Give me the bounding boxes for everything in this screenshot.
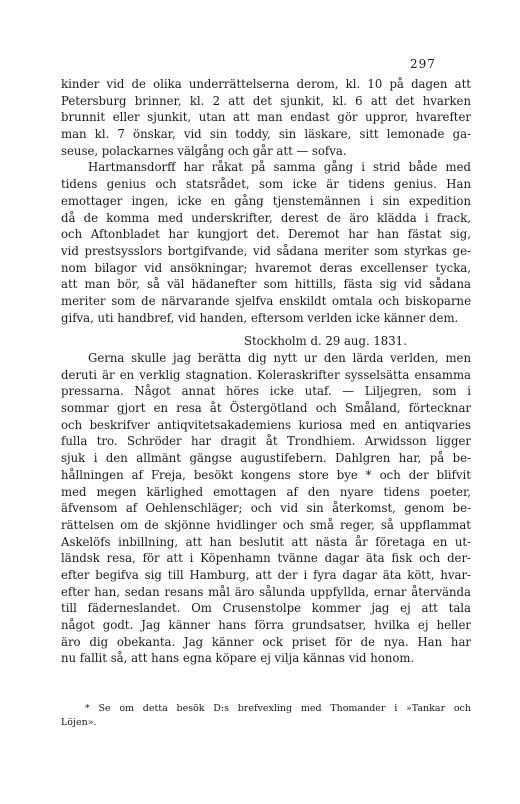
text-line: nu fallit så, att hans egna köpare ej vilja kännas vid honom. [61, 651, 415, 666]
text-line: sommar gjort en resa åt Östergötland och Småland, förtecknar [61, 401, 471, 416]
paragraph-start-line: Gerna skulle jag berätta dig nytt ur den lärda verlden, men [88, 351, 471, 365]
text-line: pressarna. Något annat höres icke utaf. — Liljegren, som i [61, 384, 471, 399]
text-line: och Aftonbladet har kungjort det. Deremot har han fästat sig, [61, 227, 471, 242]
body-text [61, 76, 471, 667]
text-line: med megen kärlighed emottagen af den nyare tidens poeter, [61, 484, 471, 499]
text-line: äro dig obekanta. Jag känner ock priset för de nya. Han har [61, 634, 471, 649]
text-line: tidens genius och statsrådet, som icke är tidens genius. Han [61, 177, 471, 192]
text-line: äfvensom af Oehlenschläger; och vid sin återkomst, genom be- [61, 501, 471, 516]
letter-dateline: Stockholm d. 29 aug. 1831. [244, 334, 407, 349]
text-line: deruti är en verklig stagnation. Koleraskrifter sysselsätta ensamma [61, 367, 471, 382]
text-line: nom bilagor vid ansökningar; hvaremot deras excellenser tycka, [61, 260, 471, 275]
text-line: efter han, sedan resans mål äro sålunda uppfyllda, ernar återvända [61, 584, 471, 599]
text-line: och beskrifver antiqvitetsakademiens kuriosa med en antiqvaries [61, 417, 471, 432]
page-number: 297 [410, 57, 436, 71]
text-line: rättelsen om de skjönne hvidlinger och små reger, så uppflammat [61, 517, 471, 532]
text-line: gifva, uti handbref, vid handen, eftersom verlden icke känner dem. [61, 310, 459, 325]
text-line: Askelöfs inbillning, att han beslutit att nästa år företaga en ut- [61, 534, 471, 549]
text-line: kinder vid de olika underrättelserna derom, kl. 10 på dagen att [61, 77, 471, 91]
text-line: hållningen af Freja, besökt kongens store bye * och der blifvit [61, 467, 471, 482]
text-line: man kl. 7 önskar, vid sin toddy, sin läskare, sitt lemonade ga- [61, 127, 471, 142]
text-line: sjuk i den allmänt gängse augustifebern. Dahlgren har, på be- [61, 451, 471, 466]
text-line: då de komma med underskrifter, derest de äro klädda i frack, [61, 210, 471, 225]
footnote-line: Löjen». [61, 717, 97, 728]
text-line: seuse, polackarnes välgång och går att — sofva. [61, 143, 347, 158]
text-line: fulla tro. Schröder har dragit åt Trondhiem. Arwidsson ligger [61, 434, 471, 449]
text-line: emottager ingen, icke en gång tjenstemännen i sin expedition [61, 193, 471, 208]
footnote [61, 702, 471, 730]
text-line: Petersburg brinner, kl. 2 att det sjunkit, kl. 6 att det hvarken [61, 93, 471, 108]
text-line: meriter som de närvarande sjelfva enskildt omtala och biskoparne [61, 293, 471, 308]
text-line: till fäderneslandet. Om Crusenstolpe kommer jag ej att tala [61, 601, 471, 616]
text-line: något godt. Jag känner hans förra grundsatser, hvilka ej heller [61, 618, 471, 632]
text-line: ländsk resa, för att i Köpenhamn tvänne dagar äta fisk och der- [61, 551, 471, 566]
text-line: vid prestsysslors bortgifvande, vid sådana meriter som styrkas ge- [61, 243, 471, 258]
paragraph-start-line: Hartmansdorff har råkat på samma gång i strid både med [88, 160, 471, 175]
text-line: brunnit eller sjunkit, utan att man endast gör uppror, hvarefter [61, 110, 471, 125]
text-line: att man bör, så väl hädanefter som hittills, fästa sig vid sådana [61, 277, 471, 292]
footnote-line: * Se om detta besök D:s brefvexling med Thomander i »Tankar och [85, 703, 471, 714]
text-line: efter begifva sig till Hamburg, att der i fyra dagar äta kött, hvar- [61, 567, 471, 582]
